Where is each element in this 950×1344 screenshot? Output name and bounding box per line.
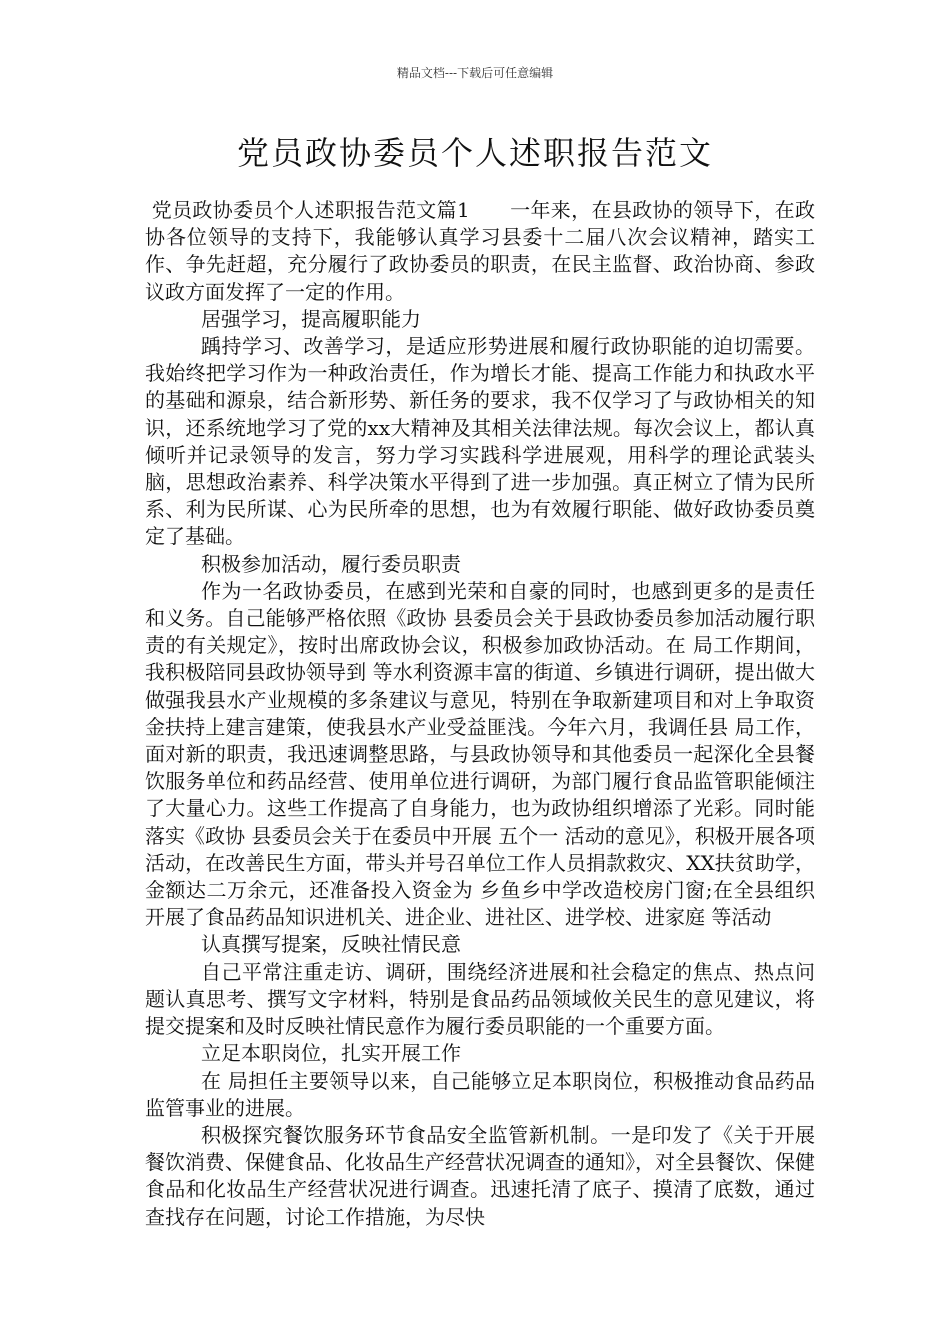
- section-paragraph: 踽持学习、改善学习，是适应形势进展和履行政协职能的迫切需要。我始终把学习作为一种政治责任，作为增长才能、提高工作能力和执政水平的基础和源泉，结合新形势、新任务的要求，我不仅学习了与政协相关的知识，还系统地学习了党的xx大精神及其相关法律法规。每次会议上，都认真倾听并记录领导的发言，努力学习实践科学进展观，用科学的理论武装头脑，思想政治素养、科学决策水平得到了进一步加强。真正树立了情为民所系、利为民所谋、心为民所牵的思想，也为有效履行职能、做好政协委员奠定了基础。: [145, 334, 815, 549]
- header-note: 精品文档---下载后可任意编辑: [396, 66, 554, 80]
- section-heading: 积极参加活动，履行委员职责: [201, 551, 461, 576]
- section-heading: 居强学习，提高履职能力: [201, 306, 421, 331]
- section-paragraph: 在 局担任主要领导以来，自己能够立足本职岗位，积极推动食品药品监管事业的进展。: [145, 1068, 815, 1120]
- intro-text: 一年来，在县政协的领导下，在政协各位领导的支持下，我能够认真学习县委十二届八次会议精神，踏实工作、争先赶超，充分履行了政协委员的职责，在民主监督、政治协商、参政议政方面发挥了一定的作用。: [145, 198, 816, 304]
- document-title: 党员政协委员个人述职报告范文: [236, 134, 713, 172]
- section-paragraph: 积极探究餐饮服务环节食品安全监管新机制。一是印发了《关于开展餐饮消费、保健食品、化妆品生产经营状况调查的通知》，对全县餐饮、保健食品和化妆品生产经营状况进行调查。迅速托清了底子、摸清了底数，通过查找存在问题，讨论工作措施，为尽快: [145, 1122, 815, 1229]
- intro-lead: 党员政协委员个人述职报告范文篇1: [151, 198, 470, 222]
- section-heading: 认真撰写提案，反映社情民意: [201, 932, 461, 957]
- section-heading: 立足本职岗位，扎实开展工作: [201, 1041, 461, 1066]
- document-body: [145, 197, 815, 1231]
- section-paragraph: 作为一名政协委员，在感到光荣和自豪的同时，也感到更多的是责任和义务。自己能够严格依照《政协 县委员会关于县政协委员参加活动履行职责的有关规定》，按时出席政协会议，积极参加政协活动。在 局工作期间，我积极陪同县政协领导到 等水利资源丰富的街道、乡镇进行调研，提出做大做强我县水产业规模的多条建议与意见，特别在争取新建项目和对上争取资金扶持上建言建策，使我县水产业受益匪浅。今年六月，我调任县 局工作，面对新的职责，我迅速调整思路，与县政协领导和其他委员一起深化全县餐饮服务单位和药品经营、使用单位进行调研，为部门履行食品监管职能倾注了大量心力。这些工作提高了自身能力，也为政协组织增添了光彩。同时能落实《政协 县委员会关于在委员中开展 五个一 活动的意见》，积极开展各项活动，在改善民生方面，带头并号召单位工作人员捐款救灾、XX扶贫助学，金额达二万余元，还准备投入资金为 乡鱼乡中学改造校房门窗;在全县组织开展了食品药品知识进机关、进企业、进社区、进学校、进家庭 等活动: [145, 578, 815, 930]
- section-paragraph: 自己平常注重走访、调研，围绕经济进展和社会稳定的焦点、热点问题认真思考、撰写文字材料，特别是食品药品领域攸关民生的意见建议，将提交提案和及时反映社情民意作为履行委员职能的一个重要方面。: [145, 959, 815, 1039]
- intro-paragraph: [145, 197, 815, 306]
